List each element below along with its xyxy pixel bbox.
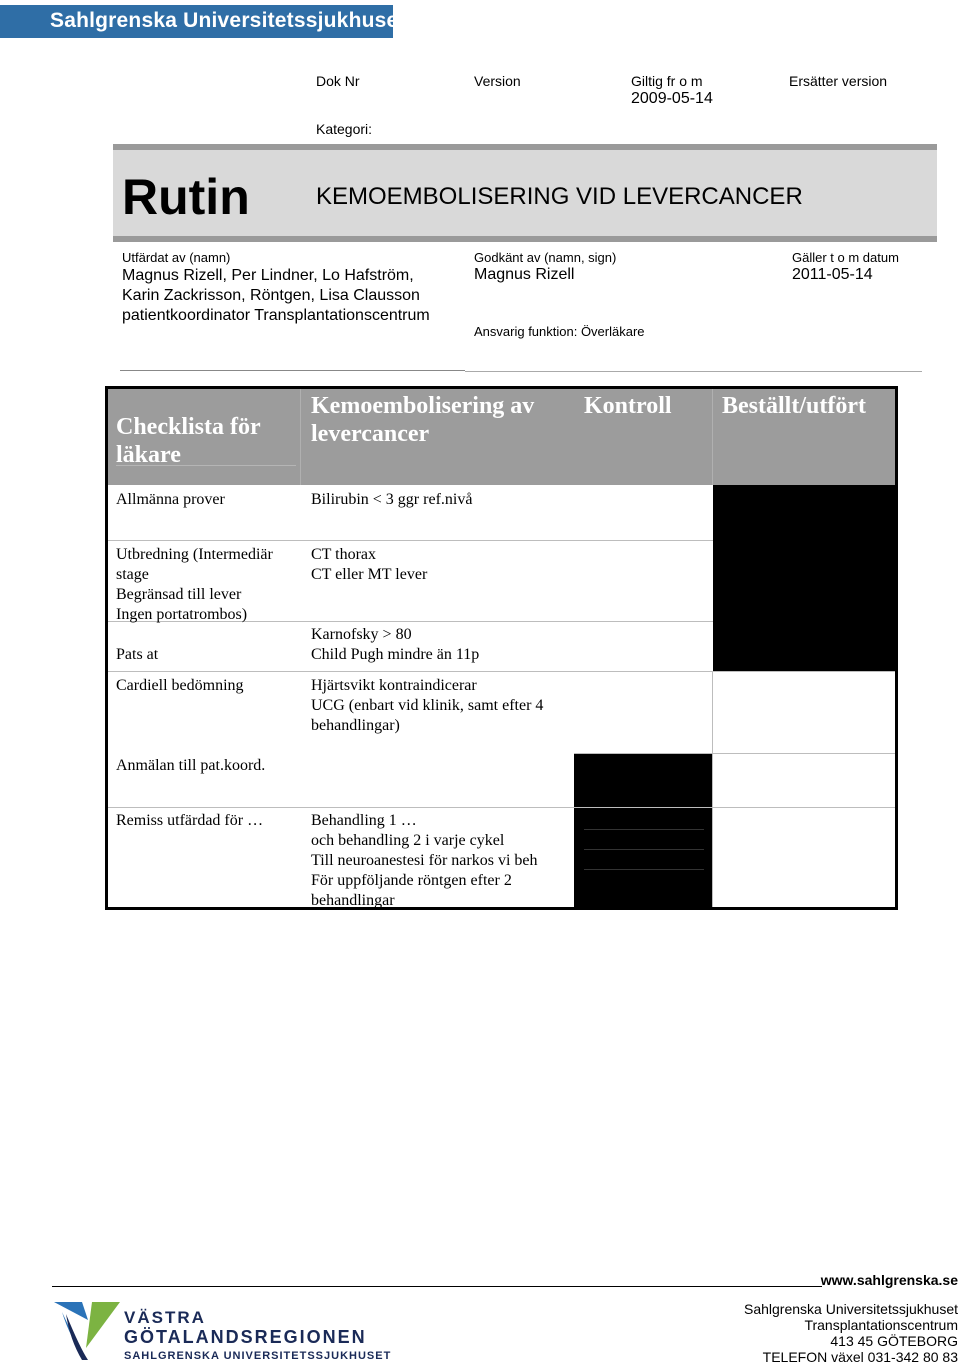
row-behandling — [311, 811, 537, 911]
document-type: Rutin — [122, 169, 250, 225]
address-line2: Transplantationscentrum — [804, 1317, 958, 1333]
row-line-1 — [108, 540, 713, 541]
checklist-table — [105, 386, 898, 910]
approved-value: Magnus Rizell — [474, 266, 575, 283]
version-label: Version — [474, 73, 521, 89]
giltig-value: 2009-05-14 — [631, 90, 713, 107]
header-divider-2 — [712, 389, 713, 485]
giltig-label: Giltig fr o m — [631, 73, 703, 89]
issued-line-3: patientkoordinator Transplantationscentrum — [122, 307, 430, 324]
ct-line2: CT eller MT lever — [311, 566, 428, 583]
behandling-line4: För uppföljande röntgen efter 2 — [311, 872, 512, 889]
row-anmalan: Anmälan till pat.koord. — [116, 757, 266, 774]
behandling-line1: Behandling 1 … — [311, 812, 417, 829]
address-line1: Sahlgrenska Universitetssjukhuset — [744, 1301, 958, 1317]
issued-line-1: Magnus Rizell, Per Lindner, Lo Hafström, — [122, 267, 414, 284]
hjartsvikt-line1: Hjärtsvikt kontraindicerar — [311, 677, 477, 694]
responsible-function: Ansvarig funktion: Överläkare — [474, 324, 645, 339]
col-line-right — [712, 671, 713, 907]
approved-label: Godkänt av (namn, sign) — [474, 250, 617, 265]
inner-rule-2 — [584, 849, 704, 850]
website-link[interactable]: www.sahlgrenska.se — [820, 1272, 958, 1288]
dok-nr-label: Dok Nr — [316, 73, 360, 89]
divider-left — [120, 370, 465, 371]
row-utbredning — [116, 545, 273, 625]
utbredning-line2: stage — [116, 566, 149, 583]
behandling-line2: och behandling 2 i varje cykel — [311, 832, 505, 849]
header-procedure-line1: Kemoembolisering av — [311, 393, 535, 419]
header-checklista-line2: läkare — [116, 442, 181, 468]
behandling-line5: behandlingar — [311, 892, 395, 909]
row-cardiell: Cardiell bedömning — [116, 677, 244, 694]
row-allmanna-prover: Allmänna prover — [116, 491, 225, 508]
header-divider-1 — [300, 389, 301, 485]
issued-line-2: Karin Zackrisson, Röntgen, Lisa Clausson — [122, 287, 420, 304]
row-line-3 — [108, 671, 895, 672]
footer-rule — [52, 1286, 822, 1287]
logo-line-2: GÖTALANDSREGIONEN — [124, 1327, 367, 1347]
karnofsky-line1: Karnofsky > 80 — [311, 626, 412, 643]
karnofsky-line2: Child Pugh mindre än 11p — [311, 646, 480, 663]
header-checklista-line1: Checklista för — [116, 414, 261, 440]
row-pats-at: Pats at — [116, 646, 159, 663]
kategori-label: Kategori: — [316, 121, 373, 137]
behandling-line3: Till neuroanestesi för narkos vi beh — [311, 852, 538, 869]
utbredning-line1: Utbredning (Intermediär — [116, 546, 273, 563]
issued-label: Utfärdat av (namn) — [122, 250, 231, 265]
ersatter-label: Ersätter version — [789, 73, 888, 89]
ct-line1: CT thorax — [311, 546, 377, 563]
banner-title: Sahlgrenska Universitetssjukhuset — [50, 9, 406, 32]
row-line-4 — [574, 753, 895, 754]
hospital-banner — [0, 5, 406, 38]
row-ct — [311, 545, 427, 585]
inner-rule-3 — [584, 869, 704, 870]
header-procedure-line2: levercancer — [311, 421, 430, 447]
valid-to-value: 2011-05-14 — [792, 266, 873, 283]
issued-names — [122, 266, 430, 326]
row-karnofsky — [311, 625, 479, 665]
row-bilirubin: Bilirubin < 3 ggr ref.nivå — [311, 491, 473, 508]
footer-address — [744, 1301, 958, 1365]
row-line-5 — [108, 807, 895, 808]
vgr-logo-icon — [52, 1298, 122, 1362]
header-kontroll: Kontroll — [584, 393, 672, 419]
header-procedure — [311, 392, 534, 448]
row-remiss: Remiss utfärdad för … — [116, 812, 264, 829]
address-line3: 413 45 GÖTEBORG — [830, 1333, 958, 1349]
row-hjartsvikt — [311, 676, 543, 736]
document-title: KEMOEMBOLISERING VID LEVERCANCER — [316, 183, 803, 210]
header-checklista — [116, 413, 261, 469]
header-bestallt: Beställt/utfört — [722, 393, 866, 419]
address-line4: TELEFON växel 031-342 80 83 — [762, 1349, 958, 1365]
blocked-cell-bestallt — [713, 485, 895, 671]
logo-line-3: SAHLGRENSKA UNIVERSITETSSJUKHUSET — [124, 1350, 392, 1362]
utbredning-line4: Ingen portatrombos) — [116, 606, 248, 623]
hjartsvikt-line3: behandlingar) — [311, 717, 400, 734]
divider-right — [465, 371, 922, 372]
valid-to-label: Gäller t o m datum — [792, 250, 899, 265]
utbredning-line3: Begränsad till lever — [116, 586, 242, 603]
blocked-cell-kontroll — [574, 753, 713, 907]
logo-line-1: VÄSTRA — [124, 1308, 206, 1327]
inner-rule-1 — [584, 829, 704, 830]
hjartsvikt-line2: UCG (enbart vid klinik, samt efter 4 — [311, 697, 544, 714]
